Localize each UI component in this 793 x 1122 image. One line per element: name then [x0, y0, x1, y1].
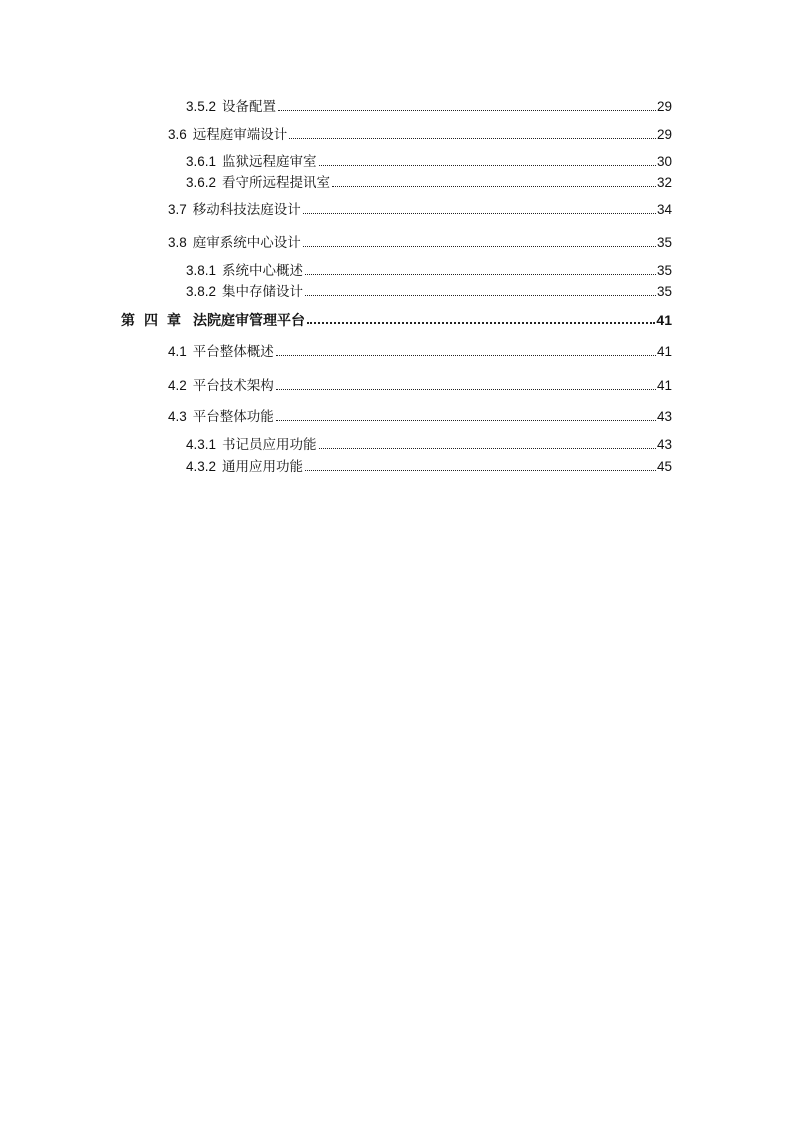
toc-entry-4-3-1[interactable]: [186, 435, 672, 453]
toc-entry-number: 3.6.1: [186, 154, 217, 169]
toc-leader-dots: [303, 246, 656, 247]
toc-entry-title: 设备配置: [222, 99, 277, 114]
toc-entry-page: 43: [656, 437, 672, 452]
toc-entry-page: 29: [656, 127, 672, 142]
toc-entry-3-8-2[interactable]: [186, 282, 672, 300]
toc-entry-number: 3.8.1: [186, 263, 217, 278]
toc-entry-title: 法院庭审管理平台: [193, 312, 305, 328]
toc-entry-page: 35: [656, 263, 672, 278]
toc-entry-3-6-2[interactable]: [186, 173, 672, 191]
toc-leader-dots: [276, 389, 656, 390]
toc-entry-title: 系统中心概述: [222, 263, 304, 278]
toc-entry-title: 通用应用功能: [222, 459, 304, 474]
toc-entry-number: 4.3.1: [186, 437, 217, 452]
toc-entry-page: 35: [656, 235, 672, 250]
toc-leader-dots: [276, 355, 656, 356]
toc-entry-page: 41: [656, 378, 672, 393]
toc-entry-title: 远程庭审端设计: [192, 127, 288, 142]
toc-entry-title: 书记员应用功能: [222, 437, 317, 452]
toc-entry-4-3[interactable]: [168, 407, 672, 425]
toc-entry-number: 4.3.2: [186, 459, 217, 474]
toc-entry-title: 集中存储设计: [222, 284, 304, 299]
toc-entry-title: 平台技术架构: [192, 378, 274, 393]
toc-entry-page: 34: [656, 202, 672, 217]
toc-entry-3-8-1[interactable]: [186, 261, 672, 279]
toc-leader-dots: [319, 448, 656, 449]
toc-leader-dots: [289, 138, 656, 139]
toc-leader-dots: [305, 470, 656, 471]
toc-leader-dots: [332, 186, 656, 187]
toc-entry-title: 庭审系统中心设计: [192, 235, 301, 250]
toc-entry-title: 平台整体概述: [192, 344, 274, 359]
toc-entry-3-6-1[interactable]: [186, 152, 672, 170]
toc-entry-page: 32: [656, 175, 672, 190]
toc-entry-number: 4.3: [168, 409, 187, 424]
toc-entry-title: 移动科技法庭设计: [192, 202, 301, 217]
toc-entry-title: 监狱远程庭审室: [222, 154, 317, 169]
toc-entry-page: 41: [656, 312, 672, 328]
toc-entry-number: 第四章: [121, 312, 190, 328]
toc-entry-page: 35: [656, 284, 672, 299]
toc-entry-number: 3.8.2: [186, 284, 217, 299]
toc-entry-title: 平台整体功能: [192, 409, 274, 424]
toc-entry-number: 3.6: [168, 127, 187, 142]
toc-entry-page: 45: [656, 459, 672, 474]
toc-leader-dots: [305, 274, 656, 275]
toc-entry-number: 4.1: [168, 344, 187, 359]
toc-entry-page: 29: [656, 99, 672, 114]
toc-entry-page: 43: [656, 409, 672, 424]
toc-entry-3-8[interactable]: [168, 233, 672, 251]
toc-leader-dots: [307, 322, 655, 324]
toc-entry-4-1[interactable]: [168, 342, 672, 360]
toc-entry-3-6[interactable]: [168, 125, 672, 143]
toc-entry-3-7[interactable]: [168, 200, 672, 218]
toc-entry-number: 3.5.2: [186, 99, 217, 114]
toc-entry-title: 看守所远程提讯室: [222, 175, 331, 190]
toc-entry-number: 3.8: [168, 235, 187, 250]
toc-leader-dots: [303, 213, 656, 214]
toc-entry-4-3-2[interactable]: [186, 457, 672, 475]
toc-entry-number: 4.2: [168, 378, 187, 393]
toc-entry-4-2[interactable]: [168, 376, 672, 394]
toc-entry-page: 30: [656, 154, 672, 169]
toc-leader-dots: [276, 420, 656, 421]
toc-leader-dots: [319, 165, 656, 166]
toc-leader-dots: [305, 295, 656, 296]
toc-leader-dots: [278, 110, 656, 111]
toc-entry-3-5-2[interactable]: [186, 97, 672, 115]
toc-entry-chapter-4[interactable]: [121, 310, 672, 328]
toc-entry-number: 3.7: [168, 202, 187, 217]
toc-entry-number: 3.6.2: [186, 175, 217, 190]
toc-entry-page: 41: [656, 344, 672, 359]
